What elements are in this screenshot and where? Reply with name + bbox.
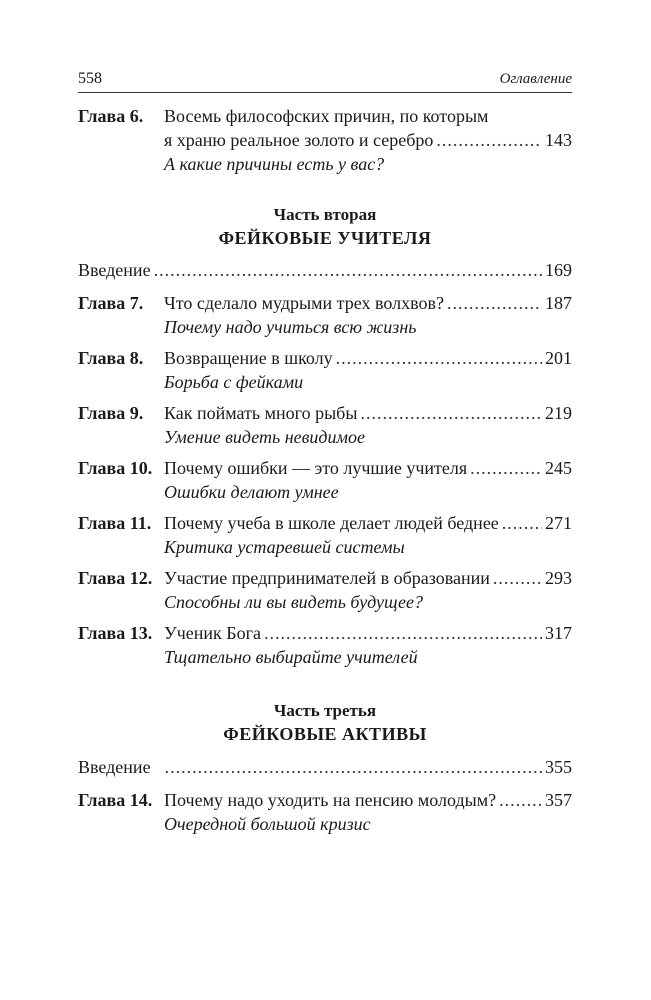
chapter-label: Глава 12. [78, 568, 153, 588]
chapter-page-number: 357 [545, 790, 572, 810]
chapter-title: Почему надо уходить на пенсию молодым? [164, 790, 497, 810]
chapter-page-number: 219 [545, 403, 572, 423]
chapter-subtitle: Критика устаревшей системы [164, 537, 405, 557]
dot-leader [336, 346, 542, 370]
page-number: 558 [78, 70, 102, 87]
chapter-title: Почему ошибки — это лучшие учителя [164, 458, 468, 478]
chapter-page-number: 293 [545, 568, 572, 588]
dot-leader [499, 788, 542, 812]
toc-entry-chapter-13[interactable] [78, 621, 572, 669]
chapter-label: Глава 13. [78, 623, 153, 643]
chapter-subtitle: Ошибки делают умнее [164, 482, 339, 502]
toc-entry-chapter-10[interactable] [78, 456, 572, 504]
chapter-page-number: 143 [545, 130, 572, 150]
toc-entry-chapter-7[interactable] [78, 291, 572, 339]
dot-leader [360, 401, 542, 425]
intro-title: Введение [78, 260, 151, 280]
chapter-subtitle: Борьба с фейками [164, 372, 304, 392]
chapter-label: Глава 9. [78, 403, 144, 423]
chapter-title-line-2: я храню реальное золото и серебро [164, 130, 434, 150]
chapter-page-number: 271 [545, 513, 572, 533]
dot-leader [502, 511, 542, 535]
toc-page [78, 0, 572, 1000]
chapter-subtitle: Тщательно выбирайте учителей [164, 647, 418, 667]
part-heading-3 [78, 700, 572, 746]
part-title: ФЕЙКОВЫЕ АКТИВЫ [223, 724, 427, 744]
toc-entry-introduction[interactable] [78, 755, 572, 779]
intro-page-number: 355 [545, 757, 572, 777]
chapter-title: Как поймать много рыбы [164, 403, 358, 423]
dot-leader [165, 755, 542, 779]
dot-leader [447, 291, 542, 315]
dot-leader [470, 456, 542, 480]
part-label: Часть вторая [273, 205, 377, 224]
chapter-title-line-1: Восемь философских причин, по которым [164, 106, 489, 126]
chapter-label: Глава 6. [78, 106, 144, 126]
toc-entry-chapter-6[interactable] [78, 104, 572, 176]
dot-leader [154, 258, 542, 282]
toc-entry-introduction[interactable] [78, 258, 572, 282]
chapter-subtitle: Очередной большой кризис [164, 814, 371, 834]
chapter-label: Глава 11. [78, 513, 152, 533]
chapter-subtitle: А какие причины есть у вас? [164, 154, 385, 174]
chapter-title: Участие предпринимателей в образовании [164, 568, 490, 588]
toc-entry-chapter-11[interactable] [78, 511, 572, 559]
running-title: Оглавление [499, 71, 572, 87]
chapter-label: Глава 7. [78, 293, 144, 313]
running-header [78, 70, 572, 93]
chapter-label: Глава 8. [78, 348, 144, 368]
toc-entry-chapter-9[interactable] [78, 401, 572, 449]
chapter-label: Глава 10. [78, 458, 153, 478]
chapter-title: Почему учеба в школе делает людей беднее [164, 513, 499, 533]
toc-entry-chapter-12[interactable] [78, 566, 572, 614]
chapter-subtitle: Способны ли вы видеть будущее? [164, 592, 424, 612]
intro-title: Введение [78, 757, 151, 777]
dot-leader [264, 621, 542, 645]
part-title: ФЕЙКОВЫЕ УЧИТЕЛЯ [218, 228, 432, 248]
chapter-page-number: 317 [545, 623, 572, 643]
chapter-title: Ученик Бога [164, 623, 262, 643]
chapter-page-number: 201 [545, 348, 572, 368]
dot-leader [436, 128, 542, 152]
dot-leader [493, 566, 542, 590]
chapter-subtitle: Умение видеть невидимое [164, 427, 366, 447]
chapter-title: Возвращение в школу [164, 348, 333, 368]
toc-entry-chapter-14[interactable] [78, 788, 572, 836]
part-heading-2 [78, 204, 572, 250]
part-label: Часть третья [273, 701, 377, 720]
chapter-page-number: 245 [545, 458, 572, 478]
chapter-page-number: 187 [545, 293, 572, 313]
intro-page-number: 169 [545, 260, 572, 280]
toc-entry-chapter-8[interactable] [78, 346, 572, 394]
chapter-subtitle: Почему надо учиться всю жизнь [164, 317, 417, 337]
chapter-title: Что сделало мудрыми трех волхвов? [164, 293, 444, 313]
chapter-label: Глава 14. [78, 790, 153, 810]
